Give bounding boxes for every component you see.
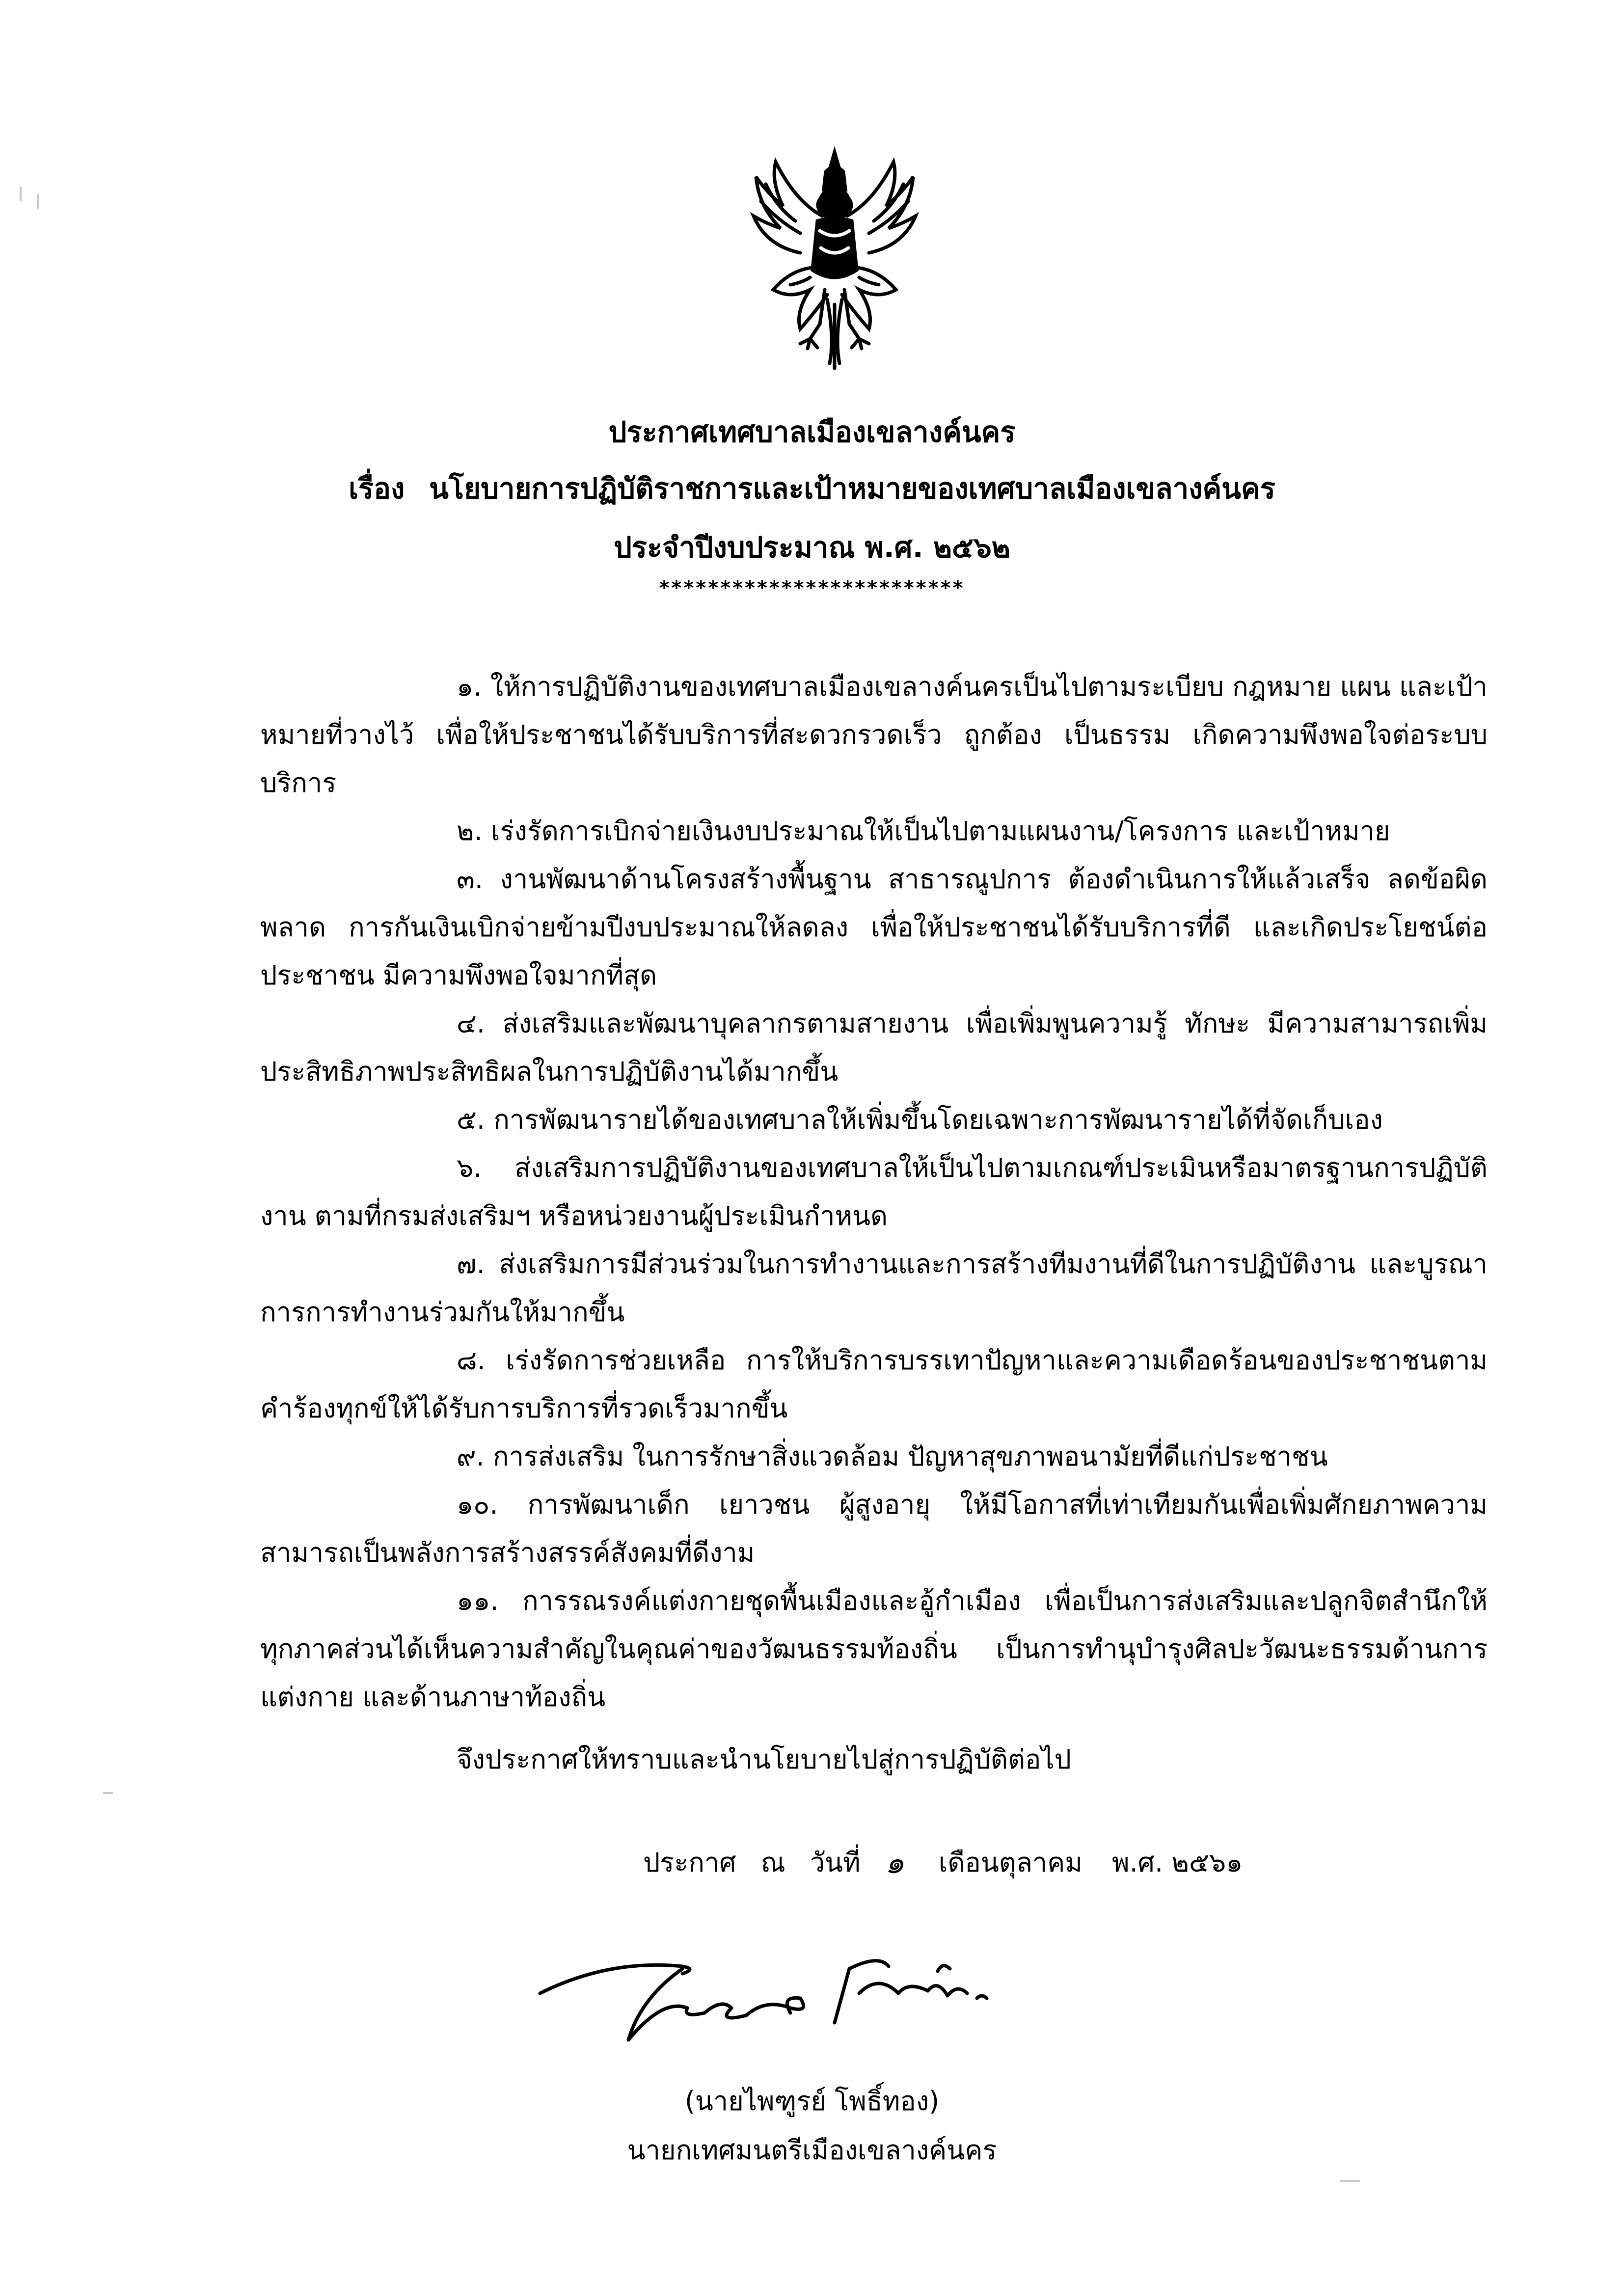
policy-item-5: ๕. การพัฒนารายได้ของเทศบาลให้เพิ่มขึ้นโดยเฉพาะการพัฒนารายได้ที่จัดเก็บเอง — [457, 1104, 1383, 1135]
scan-speck — [20, 187, 22, 201]
date-prefix: ประกาศ — [643, 1847, 736, 1878]
policy-item-4: ๔. ส่งเสริมและพัฒนาบุคลากรตามสายงาน เพื่อเพิ่มพูนความรู้ ทักษะ มีความสามารถเพิ่มประสิทธิภาพประสิทธิผลในการปฏิบัติงานได้มากขึ้น — [260, 1008, 1488, 1087]
fiscal-year: ประจำปีงบประมาณ พ.ศ. ๒๕๖๒ — [613, 531, 1011, 564]
policy-item-7: ๗. ส่งเสริมการมีส่วนร่วมในการทำงานและการสร้างทีมงานที่ดีในการปฏิบัติงาน และบูรณาการการทำงานร่วมกันให้มากขึ้น — [260, 1249, 1488, 1328]
policy-item-9: ๙. การส่งเสริม ในการรักษาสิ่งแวดล้อม ปัญหาสุขภาพอนามัยที่ดีแก่ประชาชน — [457, 1441, 1328, 1472]
date-year: พ.ศ. ๒๕๖๑ — [1111, 1847, 1243, 1878]
policy-item-11: ๑๑. การรณรงค์แต่งกายชุดพื้นเมืองและอู้กำเมือง เพื่อเป็นการส่งเสริมและปลูกจิตสำนึกให้ทุกภาคส่วนได้เห็นความสำคัญในคุณค่าของวัฒนธรรมท้องถิ่น เป็นการทำนุบำรุงศิลปะวัฒนะธรรมด้านการแต่งกาย และด้านภาษาท้องถิ่น — [260, 1585, 1488, 1712]
closing-statement: จึงประกาศให้ทราบและนำนโยบายไปสู่การปฏิบัติต่อไป — [457, 1744, 1071, 1775]
scan-speck — [1340, 2180, 1360, 2182]
policy-item-2: ๒. เร่งรัดการเบิกจ่ายเงินงบประมาณให้เป็นไปตามแผนงาน/โครงการ และเป้าหมาย — [457, 815, 1390, 846]
separator-stars: ************************* — [659, 577, 965, 599]
policy-item-3: ๓. งานพัฒนาด้านโครงสร้างพื้นฐาน สาธารณูปการ ต้องดำเนินการให้แล้วเสร็จ ลดข้อผิดพลาด การกันเงินเบิกจ่ายข้ามปีงบประมาณให้ลดลง เพื่อให้ประชาชนได้รับบริการที่ดี และเกิดประโยชน์ต่อประชาชน มีความพึงพอใจมากที่สุด — [260, 864, 1488, 991]
date-month: เดือนตุลาคม — [938, 1847, 1083, 1878]
policy-list — [260, 663, 1488, 1721]
policy-item-10: ๑๐. การพัฒนาเด็ก เยาวชน ผู้สูงอายุ ให้มีโอกาสที่เท่าเทียมกันเพื่อเพิ่มศักยภาพความสามารถเป็นพลังการสร้างสรรค์สังคมที่ดีงาม — [260, 1489, 1488, 1568]
announcement-subject — [0, 469, 1624, 508]
handwritten-signature — [535, 1925, 1006, 2052]
subject-label: เรื่อง — [349, 472, 405, 505]
garuda-emblem-icon — [736, 142, 933, 373]
policy-item-8: ๘. เร่งรัดการช่วยเหลือ การให้บริการบรรเทาปัญหาและความเดือดร้อนของประชาชนตามคำร้องทุกข์ให้ได้รับการบริการที่รวดเร็วมากขึ้น — [260, 1345, 1488, 1424]
announcement-title: ประกาศเทศบาลเมืองเขลางค์นคร — [608, 415, 1016, 449]
date-day-label: วันที่ — [810, 1847, 861, 1878]
scan-speck — [103, 1792, 113, 1794]
scan-speck — [37, 194, 39, 209]
policy-item-1: ๑. ให้การปฏิบัติงานของเทศบาลเมืองเขลางค์นครเป็นไปตามระเบียบ กฎหมาย แผน และเป้าหมายที่วางไว้ เพื่อให้ประชาชนได้รับบริการที่สะดวกรวดเร็ว ถูกต้อง เป็นธรรม เกิดความพึงพอใจต่อระบบบริการ — [260, 671, 1488, 798]
signer-name: (นายไพฑูรย์ โพธิ์ทอง) — [684, 2086, 940, 2117]
policy-item-6: ๖. ส่งเสริมการปฏิบัติงานของเทศบาลให้เป็นไปตามเกณฑ์ประเมินหรือมาตรฐานการปฏิบัติงาน ตามที่กรมส่งเสริมฯ หรือหน่วยงานผู้ประเมินกำหนด — [260, 1152, 1488, 1231]
date-at: ณ — [760, 1847, 785, 1878]
date-day: ๑ — [885, 1845, 904, 1880]
subject-text: นโยบายการปฏิบัติราชการและเป้าหมายของเทศบาลเมืองเขลางค์นคร — [429, 472, 1275, 505]
signer-title: นายกเทศมนตรีเมืองเขลางค์นคร — [627, 2135, 997, 2166]
announcement-date — [643, 1839, 1243, 1887]
